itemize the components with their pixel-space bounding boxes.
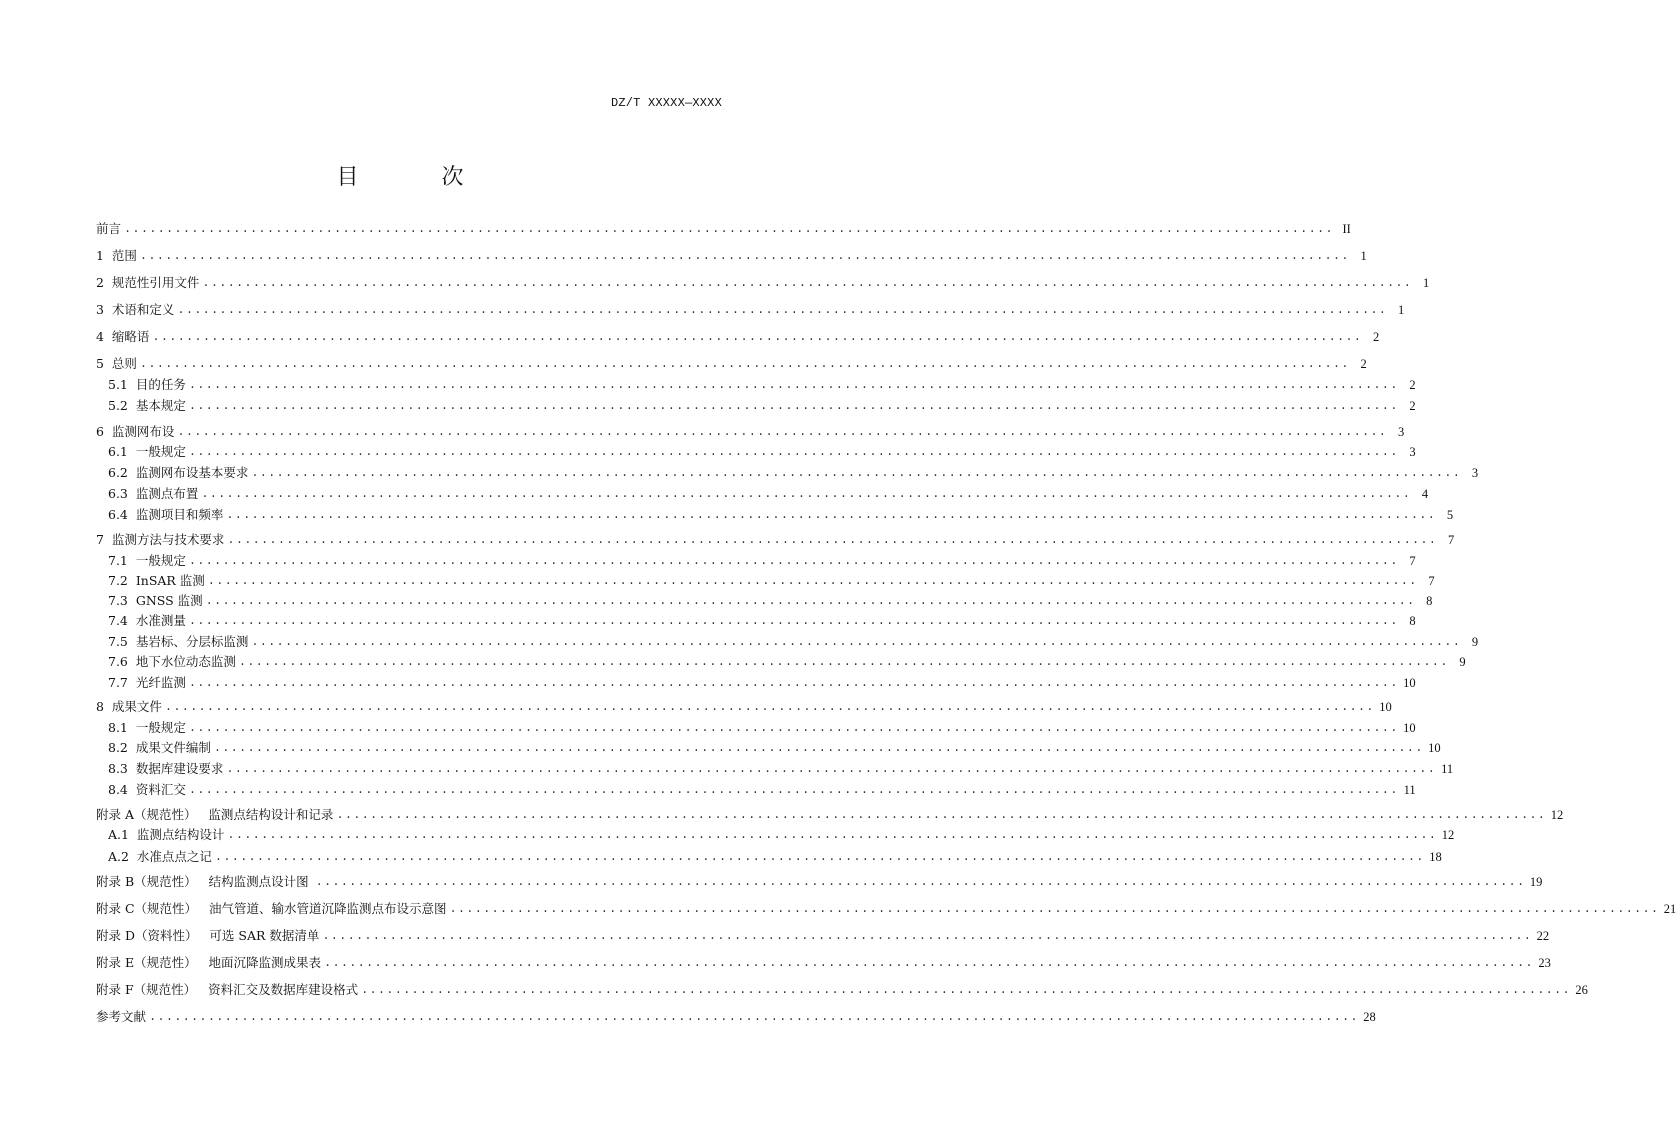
toc-dot-leader: ................................................................................................................................................	[177, 303, 1388, 317]
toc-entry-page: 11	[1403, 783, 1416, 797]
toc-entry-title: 数据库建设要求	[135, 761, 224, 776]
toc-entry-number: 5.2	[108, 398, 136, 413]
toc-entry-page: 26	[1575, 983, 1588, 997]
toc-entry-title: 成果文件编制	[135, 740, 211, 755]
toc-entry[interactable]	[96, 674, 1416, 692]
toc-entry-number: 7.4	[108, 613, 136, 628]
toc-entry-number: 6	[96, 424, 112, 439]
toc-dot-leader: ................................................................................................................................................	[139, 357, 1350, 371]
toc-entry-number: 附录 A（规范性）	[96, 807, 209, 822]
toc-entry-page: 22	[1536, 929, 1550, 943]
toc-entry[interactable]	[96, 247, 1367, 265]
toc-entry-number: 8.3	[108, 761, 136, 776]
toc-entry-title: 监测项目和频率	[135, 507, 224, 522]
toc-entry[interactable]	[96, 328, 1380, 346]
toc-entry-number: 2	[96, 275, 112, 290]
toc-entry-title: 结构监测点设计图	[208, 874, 313, 889]
toc-entry-number: 附录 D（资料性）	[96, 928, 210, 943]
toc-entry-page: 3	[1471, 466, 1479, 480]
toc-entry-title: 前言	[96, 221, 122, 236]
toc-entry-page: 8	[1426, 594, 1433, 608]
toc-entry-page: 3	[1409, 445, 1416, 459]
toc-dot-leader: ................................................................................................................................................	[322, 929, 1533, 943]
toc-entry-title: 一般规定	[135, 720, 186, 735]
toc-dot-leader: ................................................................................................................................................	[315, 875, 1526, 889]
toc-entry-page: 21	[1663, 902, 1676, 916]
toc-entry[interactable]	[96, 1008, 1376, 1026]
toc-entry-title: 目的任务	[135, 377, 186, 392]
toc-dot-leader: ................................................................................................................................................	[214, 850, 1425, 864]
toc-entry-title: 基本规定	[135, 398, 186, 413]
toc-entry[interactable]	[96, 531, 1455, 549]
toc-entry-page: 10	[1403, 721, 1416, 735]
toc-entry-page: 2	[1360, 357, 1367, 371]
toc-entry-title: 规范性引用文件	[111, 275, 200, 290]
toc-dot-leader: ................................................................................................................................................	[207, 574, 1418, 588]
toc-dot-leader: ................................................................................................................................................	[188, 783, 1399, 797]
toc-entry-title: 资料汇交及数据库建设格式	[208, 982, 359, 997]
toc-entry-page: 8	[1409, 614, 1416, 628]
toc-dot-leader: ................................................................................................................................................	[188, 614, 1399, 628]
toc-dot-leader: ................................................................................................................................................	[188, 676, 1399, 690]
toc-entry[interactable]	[96, 873, 1543, 891]
toc-entry[interactable]	[96, 274, 1430, 292]
toc-entry-title: 一般规定	[135, 553, 186, 568]
toc-entry-title: InSAR 监测	[135, 573, 205, 588]
toc-entry-page: 28	[1363, 1010, 1376, 1024]
toc-entry[interactable]	[96, 806, 1564, 824]
toc-entry-page: 2	[1409, 378, 1416, 392]
toc-entry-title: 油气管道、输水管道沉降监测点布设示意图	[208, 901, 447, 916]
toc-entry-page: 10	[1379, 700, 1392, 714]
toc-entry[interactable]	[96, 927, 1550, 945]
toc-entry-title: 监测网布设	[111, 424, 175, 439]
toc-entry-number: 8	[96, 699, 112, 714]
toc-entry-number: 7	[96, 532, 112, 547]
toc-dot-leader: ................................................................................................................................................	[188, 554, 1399, 568]
toc-entry-page: 7	[1447, 533, 1455, 547]
toc-entry-title: 监测网布设基本要求	[135, 465, 249, 480]
toc-entry-title: 成果文件	[111, 699, 162, 714]
toc-entry-number: 6.4	[108, 507, 136, 522]
toc-entry-number: 1	[96, 248, 112, 263]
toc-entry[interactable]	[96, 698, 1392, 716]
toc-dot-leader: ................................................................................................................................................	[213, 741, 1424, 755]
toc-entry[interactable]	[96, 572, 1435, 590]
toc-entry-number: 附录 E（规范性）	[96, 955, 209, 970]
toc-entry-number: 6.1	[108, 444, 136, 459]
toc-entry-number: 4	[96, 329, 112, 344]
toc-entry-title: 术语和定义	[111, 302, 175, 317]
toc-entry-title: 缩略语	[111, 329, 150, 344]
toc-entry-title: 总则	[111, 356, 137, 371]
toc-entry-page: 1	[1360, 249, 1367, 263]
toc-entry[interactable]	[96, 954, 1551, 972]
toc-entry-number: 8.1	[108, 720, 136, 735]
toc-entry-number: 7.1	[108, 553, 136, 568]
toc-entry-number: 7.3	[108, 593, 136, 608]
toc-entry-page: 11	[1441, 762, 1454, 776]
toc-entry-number: A.1	[108, 827, 137, 842]
toc-entry-page: 7	[1409, 554, 1416, 568]
toc-entry-page: 9	[1471, 635, 1479, 649]
toc-entry[interactable]	[96, 423, 1405, 441]
toc-entry-number: 附录 F（规范性）	[96, 982, 209, 997]
toc-entry-title: 基岩标、分层标监测	[135, 634, 249, 649]
toc-entry-number: 7.7	[108, 675, 136, 690]
toc-dot-leader: ................................................................................................................................................	[164, 700, 1375, 714]
toc-entry-page: 4	[1421, 487, 1429, 501]
toc-entry[interactable]	[96, 464, 1479, 482]
toc-entry-title: 参考文献	[96, 1009, 147, 1024]
toc-entry[interactable]	[96, 376, 1416, 394]
toc-entry-title: 可选 SAR 数据清单	[209, 928, 320, 943]
toc-entry-number: A.2	[108, 849, 137, 864]
toc-entry-number: 附录 C（规范性）	[96, 901, 209, 916]
toc-entry-page: 23	[1538, 956, 1551, 970]
toc-dot-leader: ................................................................................................................................................	[251, 635, 1462, 649]
toc-entry-page: 19	[1529, 875, 1543, 889]
toc-entry-title: 监测点布置	[135, 486, 199, 501]
toc-dot-leader: ................................................................................................................................................	[238, 655, 1449, 669]
toc-entry[interactable]	[96, 633, 1479, 651]
toc-entry[interactable]	[96, 443, 1416, 461]
toc-dot-leader: ................................................................................................................................................	[188, 721, 1399, 735]
toc-entry-number: 8.4	[108, 782, 136, 797]
toc-dot-leader: ................................................................................................................................................	[324, 956, 1534, 970]
toc-entry[interactable]	[96, 612, 1416, 630]
toc-entry[interactable]	[96, 301, 1405, 319]
toc-dot-leader: ................................................................................................................................................	[188, 378, 1399, 392]
toc-entry-number: 7.5	[108, 634, 136, 649]
toc-entry-title: 资料汇交	[135, 782, 186, 797]
toc-entry-title: 监测方法与技术要求	[111, 532, 225, 547]
toc-entry-page: 10	[1403, 676, 1416, 690]
toc-dot-leader: ................................................................................................................................................	[202, 276, 1413, 290]
toc-entry[interactable]	[96, 397, 1416, 415]
toc-entry-title: GNSS 监测	[135, 593, 203, 608]
toc-entry[interactable]	[96, 485, 1429, 503]
toc-dot-leader: ................................................................................................................................................	[188, 445, 1399, 459]
toc-entry-number: 7.6	[108, 654, 136, 669]
toc-entry[interactable]	[96, 719, 1416, 737]
toc-entry-number: 附录 B（规范性）	[96, 874, 209, 889]
toc-dot-leader: ................................................................................................................................................	[205, 594, 1416, 608]
toc-entry-page: 9	[1459, 655, 1466, 669]
toc-dot-leader: ................................................................................................................................................	[139, 249, 1350, 263]
toc-entry[interactable]	[96, 552, 1416, 570]
toc-entry-number: 7.2	[108, 573, 136, 588]
toc-entry[interactable]	[96, 981, 1588, 999]
toc-entry-page: 10	[1428, 741, 1441, 755]
toc-entry-number: 6.2	[108, 465, 136, 480]
toc-entry-title: 监测点结构设计和记录	[208, 807, 334, 822]
toc-entry-page: 5	[1446, 508, 1454, 522]
toc-dot-leader: ................................................................................................................................................	[152, 330, 1363, 344]
toc-entry-title: 水准点点之记	[136, 849, 212, 864]
toc-entry-page: 1	[1397, 303, 1405, 317]
toc-entry-number: 5	[96, 356, 112, 371]
toc-dot-leader: ................................................................................................................................................	[336, 808, 1547, 822]
toc-entry-title: 地面沉降监测成果表	[208, 955, 322, 970]
toc-entry-number: 8.2	[108, 740, 136, 755]
toc-entry-page: 1	[1422, 276, 1430, 290]
toc-dot-leader: ................................................................................................................................................	[251, 466, 1462, 480]
toc-entry[interactable]	[96, 760, 1454, 778]
toc-entry-number: 5.1	[108, 377, 136, 392]
toc-entry-page: 12	[1441, 828, 1455, 842]
toc-entry[interactable]	[96, 355, 1367, 373]
toc-entry-title: 范围	[111, 248, 137, 263]
toc-entry[interactable]	[96, 506, 1454, 524]
toc-dot-leader: ................................................................................................................................................	[149, 1010, 1359, 1024]
toc-entry-page: 2	[1372, 330, 1380, 344]
toc-entry[interactable]	[96, 739, 1441, 757]
toc-entry-number: 3	[96, 302, 112, 317]
toc-entry[interactable]	[96, 220, 1351, 238]
toc-entry-title: 监测点结构设计	[136, 827, 225, 842]
toc-entry[interactable]	[96, 900, 1676, 918]
toc-entry-title: 一般规定	[135, 444, 186, 459]
toc-dot-leader: ................................................................................................................................................	[201, 487, 1412, 501]
page-title: 目 次	[336, 165, 502, 190]
toc-entry-title: 地下水位动态监测	[135, 654, 236, 669]
toc-dot-leader: ................................................................................................................................................	[226, 508, 1437, 522]
toc-dot-leader: ................................................................................................................................................	[124, 222, 1334, 236]
toc-dot-leader: ................................................................................................................................................	[361, 983, 1571, 997]
toc-entry-title: 光纤监测	[135, 675, 186, 690]
toc-entry-page: II	[1342, 222, 1351, 236]
toc-entry-page: 12	[1550, 808, 1564, 822]
toc-entry[interactable]	[96, 781, 1416, 799]
toc-entry[interactable]	[96, 592, 1433, 610]
toc-entry[interactable]	[96, 826, 1455, 844]
toc-entry-page: 2	[1409, 399, 1416, 413]
toc-dot-leader: ................................................................................................................................................	[177, 425, 1388, 439]
toc-entry[interactable]	[96, 653, 1466, 671]
document-code: DZ/T XXXXX—XXXX	[610, 96, 722, 110]
toc-entry-page: 7	[1428, 574, 1435, 588]
toc-entry-title: 水准测量	[135, 613, 186, 628]
toc-entry-number: 6.3	[108, 486, 136, 501]
toc-entry-page: 3	[1397, 425, 1405, 439]
toc-dot-leader: ................................................................................................................................................	[449, 902, 1660, 916]
toc-dot-leader: ................................................................................................................................................	[226, 762, 1437, 776]
toc-dot-leader: ................................................................................................................................................	[227, 533, 1438, 547]
toc-entry-page: 18	[1429, 850, 1442, 864]
toc-entry[interactable]	[96, 848, 1442, 866]
toc-dot-leader: ................................................................................................................................................	[188, 399, 1399, 413]
toc-dot-leader: ................................................................................................................................................	[227, 828, 1438, 842]
